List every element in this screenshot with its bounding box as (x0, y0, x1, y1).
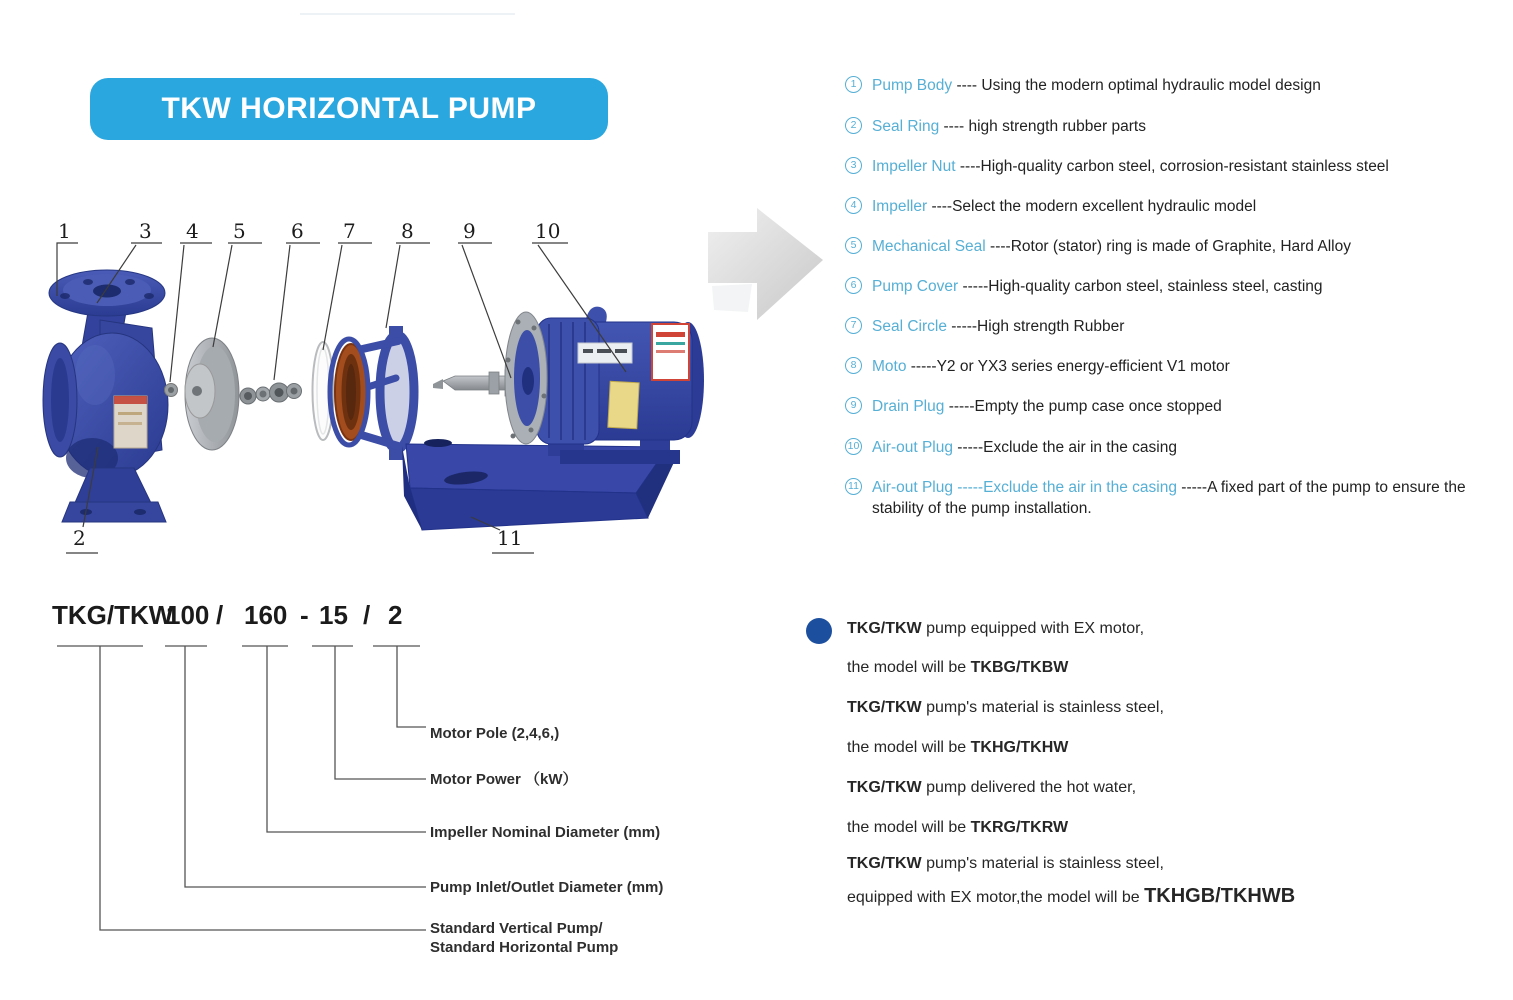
callout-number-4: 4 (186, 219, 199, 243)
parts-list-item-1 (845, 75, 1493, 96)
model-code-segment: / (216, 600, 224, 630)
model-code-label: Standard Vertical Pump/ Standard Horizontal Pump (430, 920, 619, 956)
note-line: TKG/TKW pump's material is stainless steel, (847, 699, 1164, 716)
part-name: Pump Body (872, 77, 957, 94)
model-prefix: TKG/TKW (847, 620, 922, 637)
part-name: Seal Circle (872, 318, 952, 335)
circled-number-icon: 7 (845, 317, 862, 334)
parts-list-item-6 (845, 276, 1493, 297)
part-name: Air-out Plug (872, 439, 958, 456)
parts-list-item-5 (845, 236, 1493, 257)
model-code-segment: 15 (319, 600, 348, 630)
callout-number-1: 1 (58, 219, 71, 243)
part-name: Mechanical Seal (872, 238, 991, 255)
model-code-label: Motor Pole (2,4,6,) (430, 725, 560, 742)
part-name: Seal Ring (872, 118, 944, 135)
part-description: -----High-quality carbon steel, stainless steel, casting (962, 278, 1323, 295)
note-line: TKG/TKW pump equipped with EX motor, (847, 620, 1145, 637)
part-name: Drain Plug (872, 398, 949, 415)
parts-list-item-7 (845, 316, 1493, 337)
part-description: ----Rotor (stator) ring is made of Graphite, Hard Alloy (990, 238, 1351, 255)
pump-exploded-diagram (0, 200, 860, 580)
callout-number-7: 7 (343, 219, 356, 243)
part-description: -----Exclude the air in the casing (957, 439, 1177, 456)
callout-number-2: 2 (73, 526, 86, 550)
parts-list-item-9 (845, 396, 1493, 417)
photo-backdrop (712, 284, 752, 312)
circled-number-icon: 10 (845, 438, 862, 455)
bullet-icon (806, 618, 832, 644)
model-prefix: TKG/TKW (847, 699, 922, 716)
circled-number-icon: 3 (845, 157, 862, 174)
circled-number-icon: 8 (845, 357, 862, 374)
parts-list-item-4 (845, 196, 1493, 217)
note-line: the model will be TKHG/TKHW (847, 739, 1069, 756)
callout-number-3: 3 (139, 219, 152, 243)
part-description: -----A fixed part of the pump to ensure the stability of the pump installation. (872, 479, 1466, 517)
part-description: -----High strength Rubber (951, 318, 1125, 335)
model-variant-name: TKRG/TKRW (970, 819, 1069, 836)
motor-art (433, 307, 704, 464)
model-variant-name: TKHGB/TKHWB (1144, 885, 1296, 907)
circled-number-icon: 5 (845, 237, 862, 254)
callout-number-11: 11 (497, 526, 523, 550)
impeller-art (165, 338, 240, 450)
parts-list-item-2 (845, 116, 1493, 137)
model-code-segment: TKG/TKW (52, 600, 174, 630)
part-description: ---- high strength rubber parts (943, 118, 1146, 135)
pump-cover-art (330, 326, 414, 460)
model-code-segment: / (363, 600, 371, 630)
model-code-segment: - (300, 600, 309, 630)
note-line: the model will be TKRG/TKRW (847, 819, 1069, 836)
page-title: TKW HORIZONTAL PUMP (161, 92, 537, 125)
circled-number-icon: 9 (845, 397, 862, 414)
circled-number-icon: 6 (845, 277, 862, 294)
part-description: ----High-quality carbon steel, corrosion-resistant stainless steel (959, 158, 1389, 175)
part-description: -----Empty the pump case once stopped (948, 398, 1222, 415)
parts-list-item-8 (845, 356, 1493, 377)
model-variant-name: TKBG/TKBW (970, 659, 1069, 676)
model-code-segment: 100 (166, 600, 210, 630)
circled-number-icon: 4 (845, 197, 862, 214)
note-line: equipped with EX motor,the model will be TKHGB/TKHWB (847, 885, 1296, 907)
callout-number-10: 10 (535, 219, 561, 243)
note-line: TKG/TKW pump delivered the hot water, (847, 779, 1137, 796)
part-name: Impeller (872, 198, 932, 215)
parts-list-item-11 (845, 477, 1493, 519)
model-code-label: Impeller Nominal Diameter (mm) (430, 824, 661, 841)
shaft-small-parts-art (240, 383, 302, 404)
model-code-label: Pump Inlet/Outlet Diameter (mm) (430, 879, 664, 896)
model-code-segment: 2 (388, 600, 403, 630)
model-code-segment: 160 (244, 600, 288, 630)
part-description: ----Select the modern excellent hydraulic model (931, 198, 1257, 215)
callout-number-5: 5 (233, 219, 246, 243)
part-description: ---- Using the modern optimal hydraulic model design (956, 77, 1321, 94)
parts-list-item-3 (845, 156, 1493, 177)
circled-number-icon: 2 (845, 117, 862, 134)
callout-number-9: 9 (463, 219, 476, 243)
model-variant-name: TKHG/TKHW (970, 739, 1069, 756)
circled-number-icon: 11 (845, 478, 862, 495)
note-line: the model will be TKBG/TKBW (847, 659, 1069, 676)
callout-number-6: 6 (291, 219, 304, 243)
part-name: Air-out Plug -----Exclude the air in the casing (872, 479, 1182, 496)
parts-list-item-10 (845, 437, 1493, 458)
note-line: TKG/TKW pump's material is stainless steel, (847, 855, 1164, 872)
top-artifact-line (300, 13, 515, 15)
part-name: Impeller Nut (872, 158, 960, 175)
model-prefix: TKG/TKW (847, 779, 922, 796)
model-prefix: TKG/TKW (847, 855, 922, 872)
part-description: -----Y2 or YX3 series energy-efficient V1 motor (910, 358, 1230, 375)
pump-body-art (43, 270, 168, 522)
part-name: Pump Cover (872, 278, 963, 295)
model-code-label: Motor Power （kW） (430, 771, 578, 788)
part-name: Moto (872, 358, 911, 375)
title-banner (90, 78, 608, 140)
circled-number-icon: 1 (845, 76, 862, 93)
callout-number-8: 8 (401, 219, 414, 243)
model-code-connector-lines (0, 590, 720, 970)
